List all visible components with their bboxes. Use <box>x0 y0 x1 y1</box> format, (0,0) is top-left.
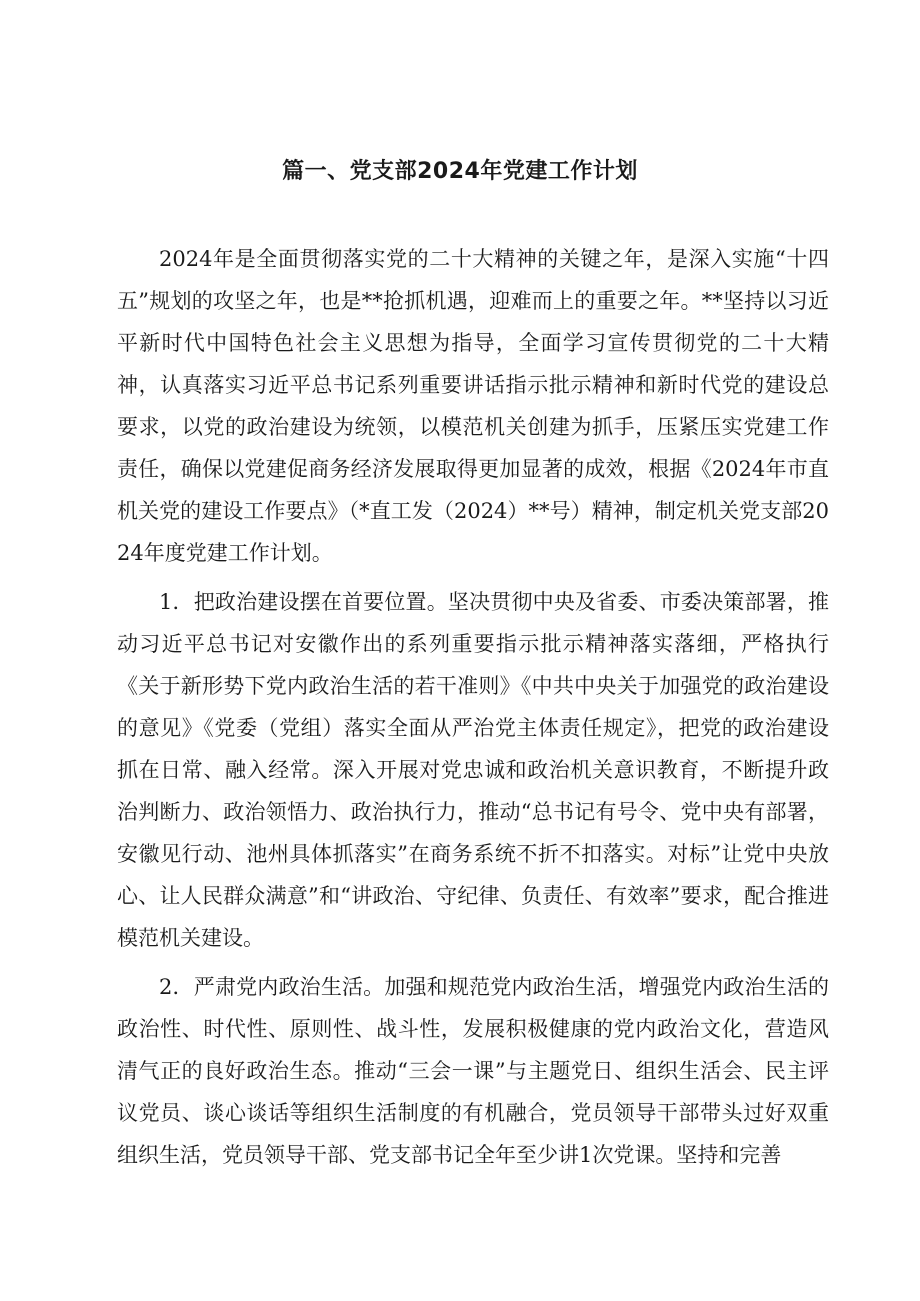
document-body <box>117 238 829 1183</box>
paragraph-item-1: 1．把政治建设摆在首要位置。坚决贯彻中央及省委、市委决策部署，推动习近平总书记对安徽作出的系列重要指示批示精神落实落细，严格执行《关于新形势下党内政治生活的若干准则》《中共中央关于加强党的政治建设的意见》《党委（党组）落实全面从严治党主体责任规定》，把党的政治建设抓在日常、融入经常。深入开展对党忠诚和政治机关意识教育，不断提升政治判断力、政治领悟力、政治执行力，推动“总书记有号令、党中央有部署，安徽见行动、池州具体抓落实”在商务系统不折不扣落实。对标”让党中央放心、让人民群众满意”和“讲政治、守纪律、负责任、有效率”要求，配合推进模范机关建设。 <box>117 590 829 950</box>
document-title: 篇一、党支部2024年党建工作计划 <box>282 159 638 184</box>
paragraph-intro: 2024年是全面贯彻落实党的二十大精神的关键之年，是深入实施“十四五”规划的攻坚之年，也是**抢抓机遇，迎难而上的重要之年。**坚持以习近平新时代中国特色社会主义思想为指导，全面学习宣传贯彻党的二十大精神，认真落实习近平总书记系列重要讲话指示批示精神和新时代党的建设总要求，以党的政治建设为统领，以模范机关创建为抓手，压紧压实党建工作责任，确保以党建促商务经济发展取得更加显著的成效，根据《2024年市直机关党的建设工作要点》（*直工发（2024）**号）精神，制定机关党支部2024年度党建工作计划。 <box>117 247 829 565</box>
paragraph-item-2: 2．严肃党内政治生活。加强和规范党内政治生活，增强党内政治生活的政治性、时代性、原则性、战斗性，发展积极健康的党内政治文化，营造风清气正的良好政治生态。推动“三会一课”与主题党日、组织生活会、民主评议党员、谈心谈话等组织生活制度的有机融合，党员领导干部带头过好双重组织生活，党员领导干部、党支部书记全年至少讲1次党课。坚持和完善 <box>117 975 829 1167</box>
